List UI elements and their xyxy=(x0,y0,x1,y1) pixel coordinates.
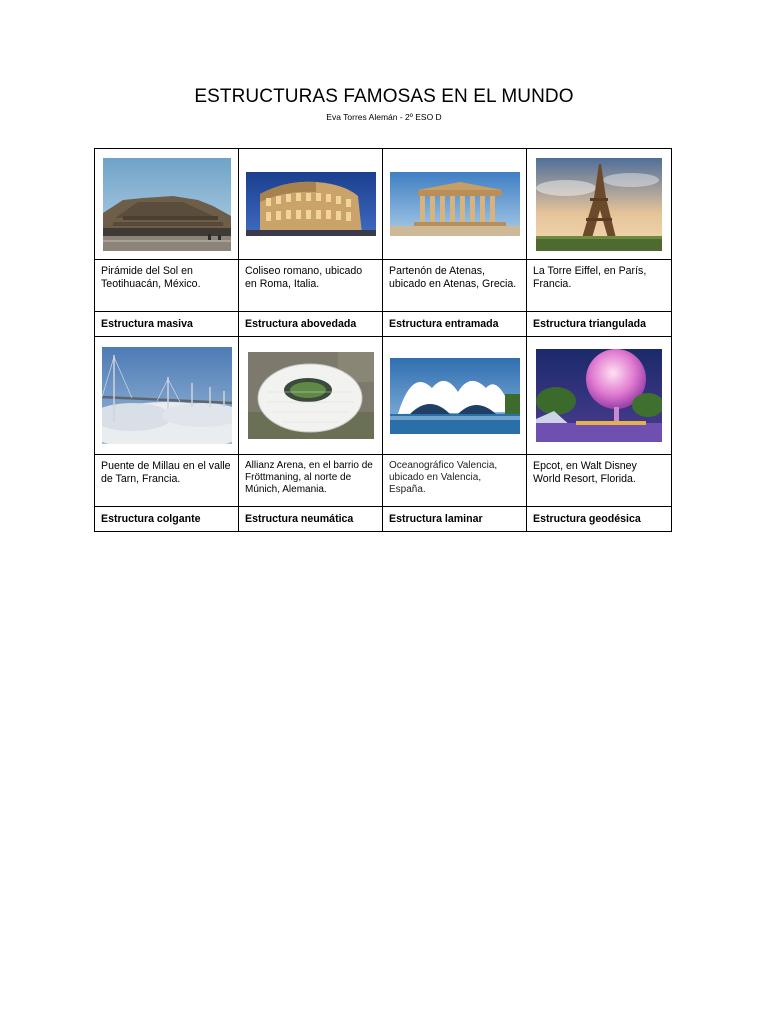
image-row xyxy=(95,149,672,260)
allianz-arena-photo xyxy=(248,352,374,439)
epcot-photo xyxy=(536,349,662,442)
image-row xyxy=(95,337,672,455)
type-cell xyxy=(95,507,239,532)
structure-description: Pirámide del Sol en Teotihuacán, México. xyxy=(101,265,201,290)
type-cell xyxy=(383,507,527,532)
type-row xyxy=(95,507,672,532)
structure-description: Epcot, en Walt Disney World Resort, Florida. xyxy=(533,460,637,485)
structure-description: La Torre Eiffel, en París, Francia. xyxy=(533,265,647,290)
structure-type: Estructura masiva xyxy=(101,318,193,330)
type-cell xyxy=(527,507,672,532)
structure-description: Coliseo romano, ubicado en Roma, Italia. xyxy=(245,265,363,290)
eiffel-tower-photo xyxy=(536,158,662,251)
image-cell xyxy=(527,337,672,455)
millau-bridge-photo xyxy=(102,347,232,444)
type-cell xyxy=(95,312,239,337)
description-cell xyxy=(383,455,527,507)
structure-type: Estructura laminar xyxy=(389,513,483,525)
image-cell xyxy=(95,149,239,260)
structures-table xyxy=(94,148,672,532)
type-cell xyxy=(239,312,383,337)
type-cell xyxy=(527,312,672,337)
image-cell xyxy=(383,149,527,260)
image-cell xyxy=(95,337,239,455)
structure-type: Estructura triangulada xyxy=(533,318,647,330)
parthenon-photo xyxy=(390,172,520,236)
author-subtitle: Eva Torres Alemán - 2º ESO D xyxy=(326,112,442,122)
colosseum-photo xyxy=(246,172,376,236)
description-cell xyxy=(527,260,672,312)
description-cell xyxy=(527,455,672,507)
type-cell xyxy=(239,507,383,532)
image-cell xyxy=(239,149,383,260)
type-cell xyxy=(383,312,527,337)
image-cell xyxy=(239,337,383,455)
description-cell xyxy=(95,260,239,312)
oceanografico-photo xyxy=(390,358,520,434)
structure-description: Puente de Millau en el valle de Tarn, Francia. xyxy=(101,460,231,485)
structure-type: Estructura geodésica xyxy=(533,513,641,525)
description-row xyxy=(95,260,672,312)
structure-type: Estructura neumática xyxy=(245,513,354,525)
image-cell xyxy=(383,337,527,455)
type-row xyxy=(95,312,672,337)
structure-description: Allianz Arena, en el barrio de Fröttmaning, al norte de Múnich, Alemania. xyxy=(245,460,373,495)
structure-description: Oceanográfico Valencia, ubicado en Valencia, España. xyxy=(389,460,498,495)
page-title: ESTRUCTURAS FAMOSAS EN EL MUNDO xyxy=(194,86,574,107)
image-cell xyxy=(527,149,672,260)
pyramid-photo xyxy=(103,158,231,251)
structure-description: Partenón de Atenas, ubicado en Atenas, Grecia. xyxy=(389,265,517,290)
structure-type: Estructura entramada xyxy=(389,318,499,330)
description-row xyxy=(95,455,672,507)
structure-type: Estructura abovedada xyxy=(245,318,357,330)
description-cell xyxy=(383,260,527,312)
description-cell xyxy=(95,455,239,507)
description-cell xyxy=(239,260,383,312)
description-cell xyxy=(239,455,383,507)
structure-type: Estructura colgante xyxy=(101,513,201,525)
